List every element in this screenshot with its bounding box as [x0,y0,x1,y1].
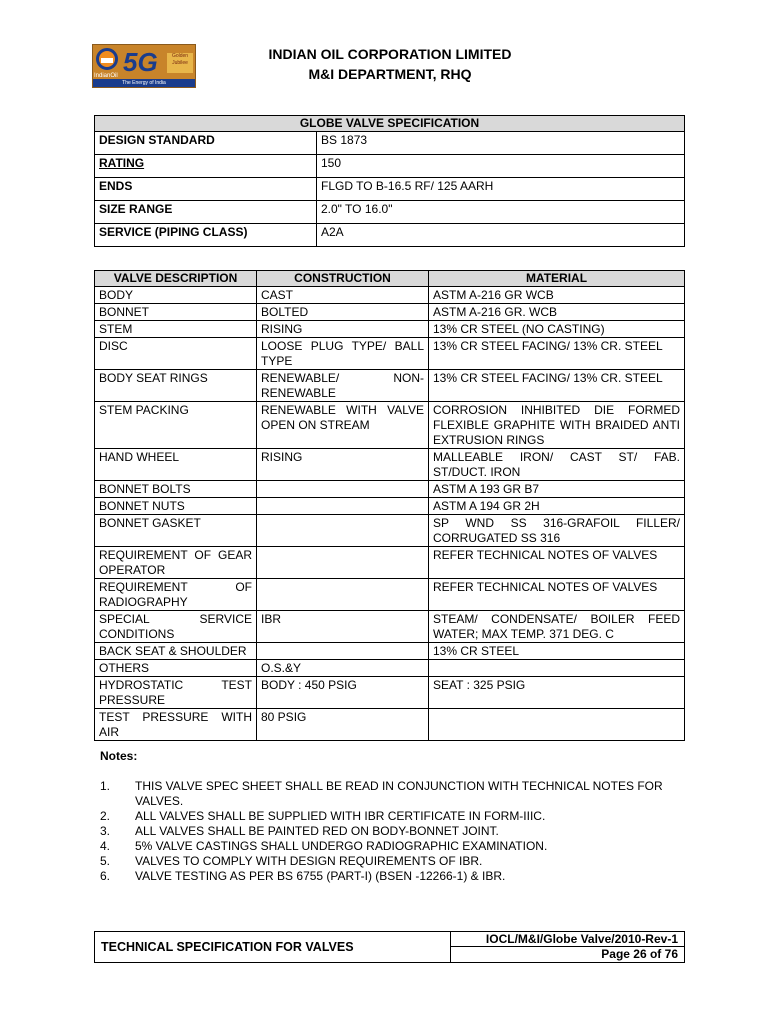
notes-list [100,779,685,884]
cell-construction: 80 PSIG [257,709,429,741]
table-row [95,515,685,547]
cell-description: STEM [95,321,257,338]
note-number: 3. [100,824,111,838]
spec-value: FLGD TO B-16.5 RF/ 125 AARH [317,178,685,201]
cell-construction: BODY : 450 PSIG [257,677,429,709]
spec-value: 2.0" TO 16.0" [317,201,685,224]
logo-tagline: The Energy of India [93,79,195,87]
cell-material: ASTM A 194 GR 2H [429,498,685,515]
cell-construction [257,579,429,611]
cell-material: 13% CR STEEL [429,643,685,660]
cell-description: STEM PACKING [95,402,257,449]
spec-key: SERVICE (PIPING CLASS) [95,224,317,247]
note-text: THIS VALVE SPEC SHEET SHALL BE READ IN CONJUNCTION WITH TECHNICAL NOTES FOR VALVES. [135,779,663,808]
cell-construction [257,547,429,579]
cell-description: SPECIAL SERVICE CONDITIONS [95,611,257,643]
cell-construction: BOLTED [257,304,429,321]
cell-construction: RISING [257,449,429,481]
table-row [95,224,685,247]
table-row [95,643,685,660]
table-row [95,287,685,304]
cell-material: REFER TECHNICAL NOTES OF VALVES [429,579,685,611]
indianoil-emblem-icon [96,48,118,70]
company-logo [92,44,196,88]
cell-material: STEAM/ CONDENSATE/ BOILER FEED WATER; MAX TEMP. 371 DEG. C [429,611,685,643]
cell-construction: IBR [257,611,429,643]
note-item [100,869,685,884]
cell-description: HAND WHEEL [95,449,257,481]
note-number: 5. [100,854,111,868]
cell-description: BONNET BOLTS [95,481,257,498]
cell-description: OTHERS [95,660,257,677]
table-row [95,481,685,498]
cell-description: BACK SEAT & SHOULDER [95,643,257,660]
cell-material: 13% CR STEEL FACING/ 13% CR. STEEL [429,338,685,370]
cell-construction: RISING [257,321,429,338]
table-row [95,709,685,741]
logo-mark-text: 5G [123,47,158,77]
table-row [95,547,685,579]
valve-details-table [94,270,685,741]
table-row [95,402,685,449]
cell-construction [257,643,429,660]
spec-value: 150 [317,155,685,178]
table-row [95,155,685,178]
cell-material: ASTM A-216 GR. WCB [429,304,685,321]
note-item [100,779,685,809]
table-row [95,498,685,515]
valve-details-body [95,287,685,741]
cell-material: MALLEABLE IRON/ CAST ST/ FAB. ST/DUCT. IRON [429,449,685,481]
document-number: IOCL/M&I/Globe Valve/2010-Rev-1 [451,932,684,947]
note-number: 1. [100,779,111,793]
cell-description: BONNET [95,304,257,321]
cell-construction [257,515,429,547]
cell-material: SP WND SS 316-GRAFOIL FILLER/ CORRUGATED SS 316 [429,515,685,547]
table-row [95,304,685,321]
cell-material: 13% CR STEEL FACING/ 13% CR. STEEL [429,370,685,402]
note-number: 6. [100,869,111,883]
cell-material: ASTM A-216 GR WCB [429,287,685,304]
table-row [95,338,685,370]
cell-material [429,709,685,741]
spec-value: BS 1873 [317,132,685,155]
note-item [100,854,685,869]
note-item [100,824,685,839]
cell-material: 13% CR STEEL (NO CASTING) [429,321,685,338]
table-row [95,449,685,481]
column-header-description: VALVE DESCRIPTION [95,271,257,287]
cell-description: REQUIREMENT OF RADIOGRAPHY [95,579,257,611]
cell-description: REQUIREMENT OF GEAR OPERATOR [95,547,257,579]
table-row [95,677,685,709]
note-text: 5% VALVE CASTINGS SHALL UNDERGO RADIOGRAPHIC EXAMINATION. [135,839,548,853]
column-header-construction: CONSTRUCTION [257,271,429,287]
column-header-material: MATERIAL [429,271,685,287]
cell-construction: RENEWABLE WITH VALVE OPEN ON STREAM [257,402,429,449]
cell-construction: RENEWABLE/ NON-RENEWABLE [257,370,429,402]
spec-key: ENDS [95,178,317,201]
note-item [100,809,685,824]
footer-title: TECHNICAL SPECIFICATION FOR VALVES [95,932,451,962]
note-text: ALL VALVES SHALL BE SUPPLIED WITH IBR CERTIFICATE IN FORM-IIIC. [135,809,546,823]
cell-material: SEAT : 325 PSIG [429,677,685,709]
cell-material: REFER TECHNICAL NOTES OF VALVES [429,547,685,579]
cell-description: BODY [95,287,257,304]
cell-material [429,660,685,677]
cell-description: DISC [95,338,257,370]
cell-description: TEST PRESSURE WITH AIR [95,709,257,741]
notes-title: Notes: [100,749,138,763]
table-row [95,201,685,224]
department-name: M&I DEPARTMENT, RHQ [308,66,472,82]
spec-table-title: GLOBE VALVE SPECIFICATION [95,116,685,132]
note-item [100,839,685,854]
table-row [95,611,685,643]
spec-key: DESIGN STANDARD [95,132,317,155]
cell-description: BONNET NUTS [95,498,257,515]
note-number: 2. [100,809,111,823]
cell-description: BODY SEAT RINGS [95,370,257,402]
company-name: INDIAN OIL CORPORATION LIMITED [268,46,512,62]
cell-material: CORROSION INHIBITED DIE FORMED FLEXIBLE GRAPHITE WITH BRAIDED ANTI EXTRUSION RINGS [429,402,685,449]
note-text: VALVES TO COMPLY WITH DESIGN REQUIREMENTS OF IBR. [135,854,483,868]
spec-table [94,115,685,247]
cell-construction: CAST [257,287,429,304]
cell-construction [257,481,429,498]
table-row [95,132,685,155]
cell-material: ASTM A 193 GR B7 [429,481,685,498]
spec-key: SIZE RANGE [95,201,317,224]
cell-description: HYDROSTATIC TEST PRESSURE [95,677,257,709]
spec-key: RATING [95,155,317,178]
table-row [95,370,685,402]
note-number: 4. [100,839,111,853]
cell-construction: O.S.&Y [257,660,429,677]
note-text: VALVE TESTING AS PER BS 6755 (PART-I) (BSEN -12266-1) & IBR. [135,869,506,883]
spec-value: A2A [317,224,685,247]
footer [94,931,685,963]
page-number: Page 26 of 76 [601,947,678,961]
cell-construction: LOOSE PLUG TYPE/ BALL TYPE [257,338,429,370]
logo-brand-text: IndianOil [94,73,118,79]
cell-construction [257,498,429,515]
table-row [95,178,685,201]
table-row [95,321,685,338]
note-text: ALL VALVES SHALL BE PAINTED RED ON BODY-BONNET JOINT. [135,824,499,838]
table-row [95,660,685,677]
cell-description: BONNET GASKET [95,515,257,547]
table-row [95,579,685,611]
logo-badge: Golden Jubilee [167,53,193,73]
